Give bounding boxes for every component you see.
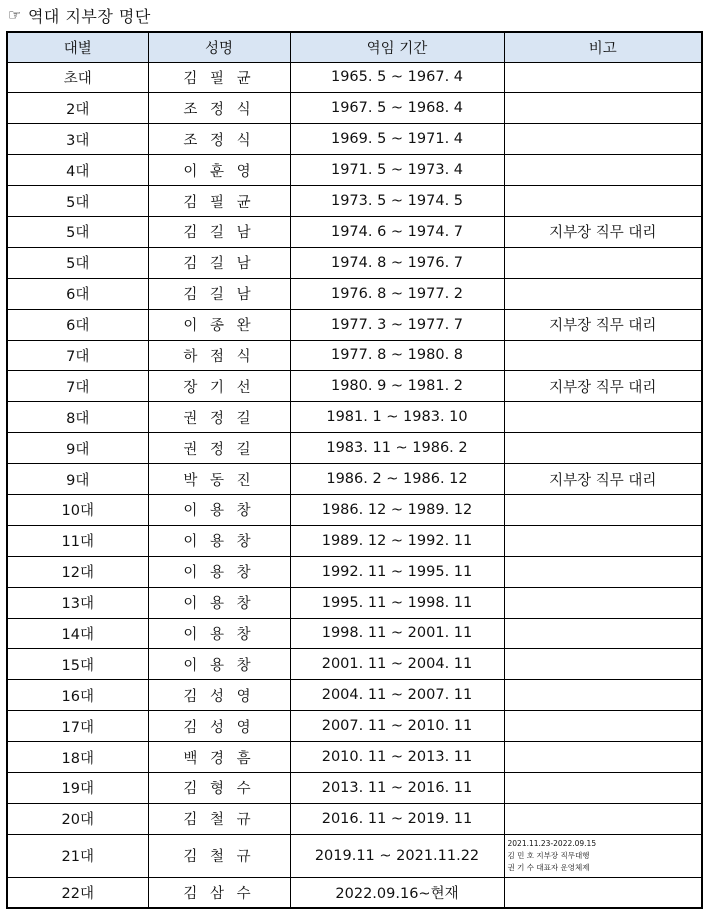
cell-term: 1992. 11 ~ 1995. 11 [290, 556, 504, 587]
table-row [7, 803, 702, 834]
table-row [7, 278, 702, 309]
table-row [7, 618, 702, 649]
cell-term: 2007. 11 ~ 2010. 11 [290, 711, 504, 742]
cell-generation: 7대 [7, 340, 148, 371]
cell-term: 1986. 12 ~ 1989. 12 [290, 494, 504, 525]
cell-note [504, 433, 702, 464]
table-row [7, 464, 702, 495]
cell-name: 권 정 길 [148, 433, 290, 464]
cell-note [504, 803, 702, 834]
table-row [7, 772, 702, 803]
cell-term: 2010. 11 ~ 2013. 11 [290, 742, 504, 773]
cell-note [504, 525, 702, 556]
cell-generation: 3대 [7, 124, 148, 155]
table-row [7, 494, 702, 525]
table-row [7, 371, 702, 402]
table-row [7, 680, 702, 711]
table-row [7, 186, 702, 217]
cell-generation: 14대 [7, 618, 148, 649]
cell-generation: 13대 [7, 587, 148, 618]
cell-generation: 11대 [7, 525, 148, 556]
cell-note [504, 93, 702, 124]
cell-term: 1986. 2 ~ 1986. 12 [290, 464, 504, 495]
table-row [7, 402, 702, 433]
cell-note [504, 711, 702, 742]
cell-name: 이 용 창 [148, 525, 290, 556]
cell-note [504, 877, 702, 908]
cell-generation: 5대 [7, 186, 148, 217]
cell-note [504, 278, 702, 309]
table-row [7, 93, 702, 124]
table-row [7, 62, 702, 93]
cell-note: 지부장 직무 대리 [504, 309, 702, 340]
cell-name: 이 용 창 [148, 556, 290, 587]
cell-name: 이 용 창 [148, 494, 290, 525]
cell-note [504, 186, 702, 217]
cell-name: 이 용 창 [148, 618, 290, 649]
cell-note: 지부장 직무 대리 [504, 216, 702, 247]
cell-term: 1974. 6 ~ 1974. 7 [290, 216, 504, 247]
table-row [7, 340, 702, 371]
table-header-row [7, 32, 702, 62]
cell-term: 1976. 8 ~ 1977. 2 [290, 278, 504, 309]
cell-term: 1977. 8 ~ 1980. 8 [290, 340, 504, 371]
note-line: 권 기 수 대표자 운영체제 [507, 862, 590, 872]
cell-term: 1983. 11 ~ 1986. 2 [290, 433, 504, 464]
cell-note [504, 62, 702, 93]
cell-term: 1971. 5 ~ 1973. 4 [290, 155, 504, 186]
cell-name: 이 용 창 [148, 649, 290, 680]
header-note: 비고 [504, 32, 702, 62]
table-row [7, 649, 702, 680]
cell-note [504, 494, 702, 525]
cell-note [504, 649, 702, 680]
cell-generation: 6대 [7, 309, 148, 340]
cell-name: 장 기 선 [148, 371, 290, 402]
page-title-text: 역대 지부장 명단 [27, 6, 151, 26]
table-row [7, 711, 702, 742]
cell-term: 1989. 12 ~ 1992. 11 [290, 525, 504, 556]
cell-generation: 19대 [7, 772, 148, 803]
cell-generation: 21대 [7, 834, 148, 877]
cell-name: 김 철 규 [148, 834, 290, 877]
cell-term: 2022.09.16~현재 [290, 877, 504, 908]
cell-note [504, 834, 702, 877]
cell-note [504, 402, 702, 433]
cell-name: 조 정 식 [148, 124, 290, 155]
cell-name: 이 용 창 [148, 587, 290, 618]
table-row [7, 525, 702, 556]
cell-name: 권 정 길 [148, 402, 290, 433]
cell-note [504, 556, 702, 587]
cell-generation: 16대 [7, 680, 148, 711]
cell-generation: 8대 [7, 402, 148, 433]
cell-name: 박 동 진 [148, 464, 290, 495]
cell-term: 2004. 11 ~ 2007. 11 [290, 680, 504, 711]
cell-name: 이 종 완 [148, 309, 290, 340]
cell-generation: 4대 [7, 155, 148, 186]
cell-generation: 9대 [7, 464, 148, 495]
table-row [7, 742, 702, 773]
cell-note: 지부장 직무 대리 [504, 371, 702, 402]
table-row [7, 155, 702, 186]
cell-name: 김 성 영 [148, 680, 290, 711]
cell-term: 2013. 11 ~ 2016. 11 [290, 772, 504, 803]
note-line: 김 민 호 지부장 직무대행 [507, 850, 590, 860]
cell-name: 하 점 식 [148, 340, 290, 371]
cell-note [504, 155, 702, 186]
cell-term: 1981. 1 ~ 1983. 10 [290, 402, 504, 433]
cell-note [504, 680, 702, 711]
cell-note [504, 772, 702, 803]
table-row [7, 309, 702, 340]
cell-term: 1965. 5 ~ 1967. 4 [290, 62, 504, 93]
cell-name: 김 필 균 [148, 62, 290, 93]
cell-generation: 5대 [7, 247, 148, 278]
cell-term: 1977. 3 ~ 1977. 7 [290, 309, 504, 340]
table-row [7, 216, 702, 247]
cell-name: 김 삼 수 [148, 877, 290, 908]
note-line: 2021.11.23-2022.09.15 [507, 838, 597, 848]
cell-generation: 10대 [7, 494, 148, 525]
cell-name: 김 필 균 [148, 186, 290, 217]
cell-generation: 18대 [7, 742, 148, 773]
cell-term: 1973. 5 ~ 1974. 5 [290, 186, 504, 217]
cell-name: 김 길 남 [148, 216, 290, 247]
cell-term: 1969. 5 ~ 1971. 4 [290, 124, 504, 155]
table-row [7, 587, 702, 618]
header-term: 역임 기간 [290, 32, 504, 62]
cell-term: 1980. 9 ~ 1981. 2 [290, 371, 504, 402]
cell-term: 1967. 5 ~ 1968. 4 [290, 93, 504, 124]
cell-generation: 7대 [7, 371, 148, 402]
page-title [8, 2, 151, 28]
cell-note [504, 618, 702, 649]
table-row [7, 834, 702, 877]
cell-term: 2019.11 ~ 2021.11.22 [290, 834, 504, 877]
cell-term: 1998. 11 ~ 2001. 11 [290, 618, 504, 649]
cell-note [504, 124, 702, 155]
table-row [7, 877, 702, 908]
header-name: 성명 [148, 32, 290, 62]
cell-note [504, 587, 702, 618]
cell-generation: 초대 [7, 62, 148, 93]
cell-generation: 2대 [7, 93, 148, 124]
cell-name: 김 길 남 [148, 247, 290, 278]
cell-generation: 17대 [7, 711, 148, 742]
cell-term: 2001. 11 ~ 2004. 11 [290, 649, 504, 680]
cell-term: 1995. 11 ~ 1998. 11 [290, 587, 504, 618]
cell-name: 김 성 영 [148, 711, 290, 742]
cell-name: 김 형 수 [148, 772, 290, 803]
cell-note [504, 340, 702, 371]
cell-generation: 22대 [7, 877, 148, 908]
table-row [7, 124, 702, 155]
cell-generation: 20대 [7, 803, 148, 834]
cell-name: 김 길 남 [148, 278, 290, 309]
header-generation: 대별 [7, 32, 148, 62]
cell-note: 지부장 직무 대리 [504, 464, 702, 495]
cell-generation: 15대 [7, 649, 148, 680]
pointing-hand-icon: ☞ [8, 6, 22, 24]
cell-generation: 9대 [7, 433, 148, 464]
cell-term: 1974. 8 ~ 1976. 7 [290, 247, 504, 278]
table-row [7, 247, 702, 278]
branch-heads-table [6, 31, 703, 909]
cell-name: 조 정 식 [148, 93, 290, 124]
table-row [7, 433, 702, 464]
cell-note [504, 742, 702, 773]
table-row [7, 556, 702, 587]
cell-generation: 5대 [7, 216, 148, 247]
cell-generation: 12대 [7, 556, 148, 587]
cell-generation: 6대 [7, 278, 148, 309]
cell-name: 백 경 흠 [148, 742, 290, 773]
cell-term: 2016. 11 ~ 2019. 11 [290, 803, 504, 834]
cell-note [504, 247, 702, 278]
cell-name: 이 훈 영 [148, 155, 290, 186]
cell-name: 김 철 규 [148, 803, 290, 834]
